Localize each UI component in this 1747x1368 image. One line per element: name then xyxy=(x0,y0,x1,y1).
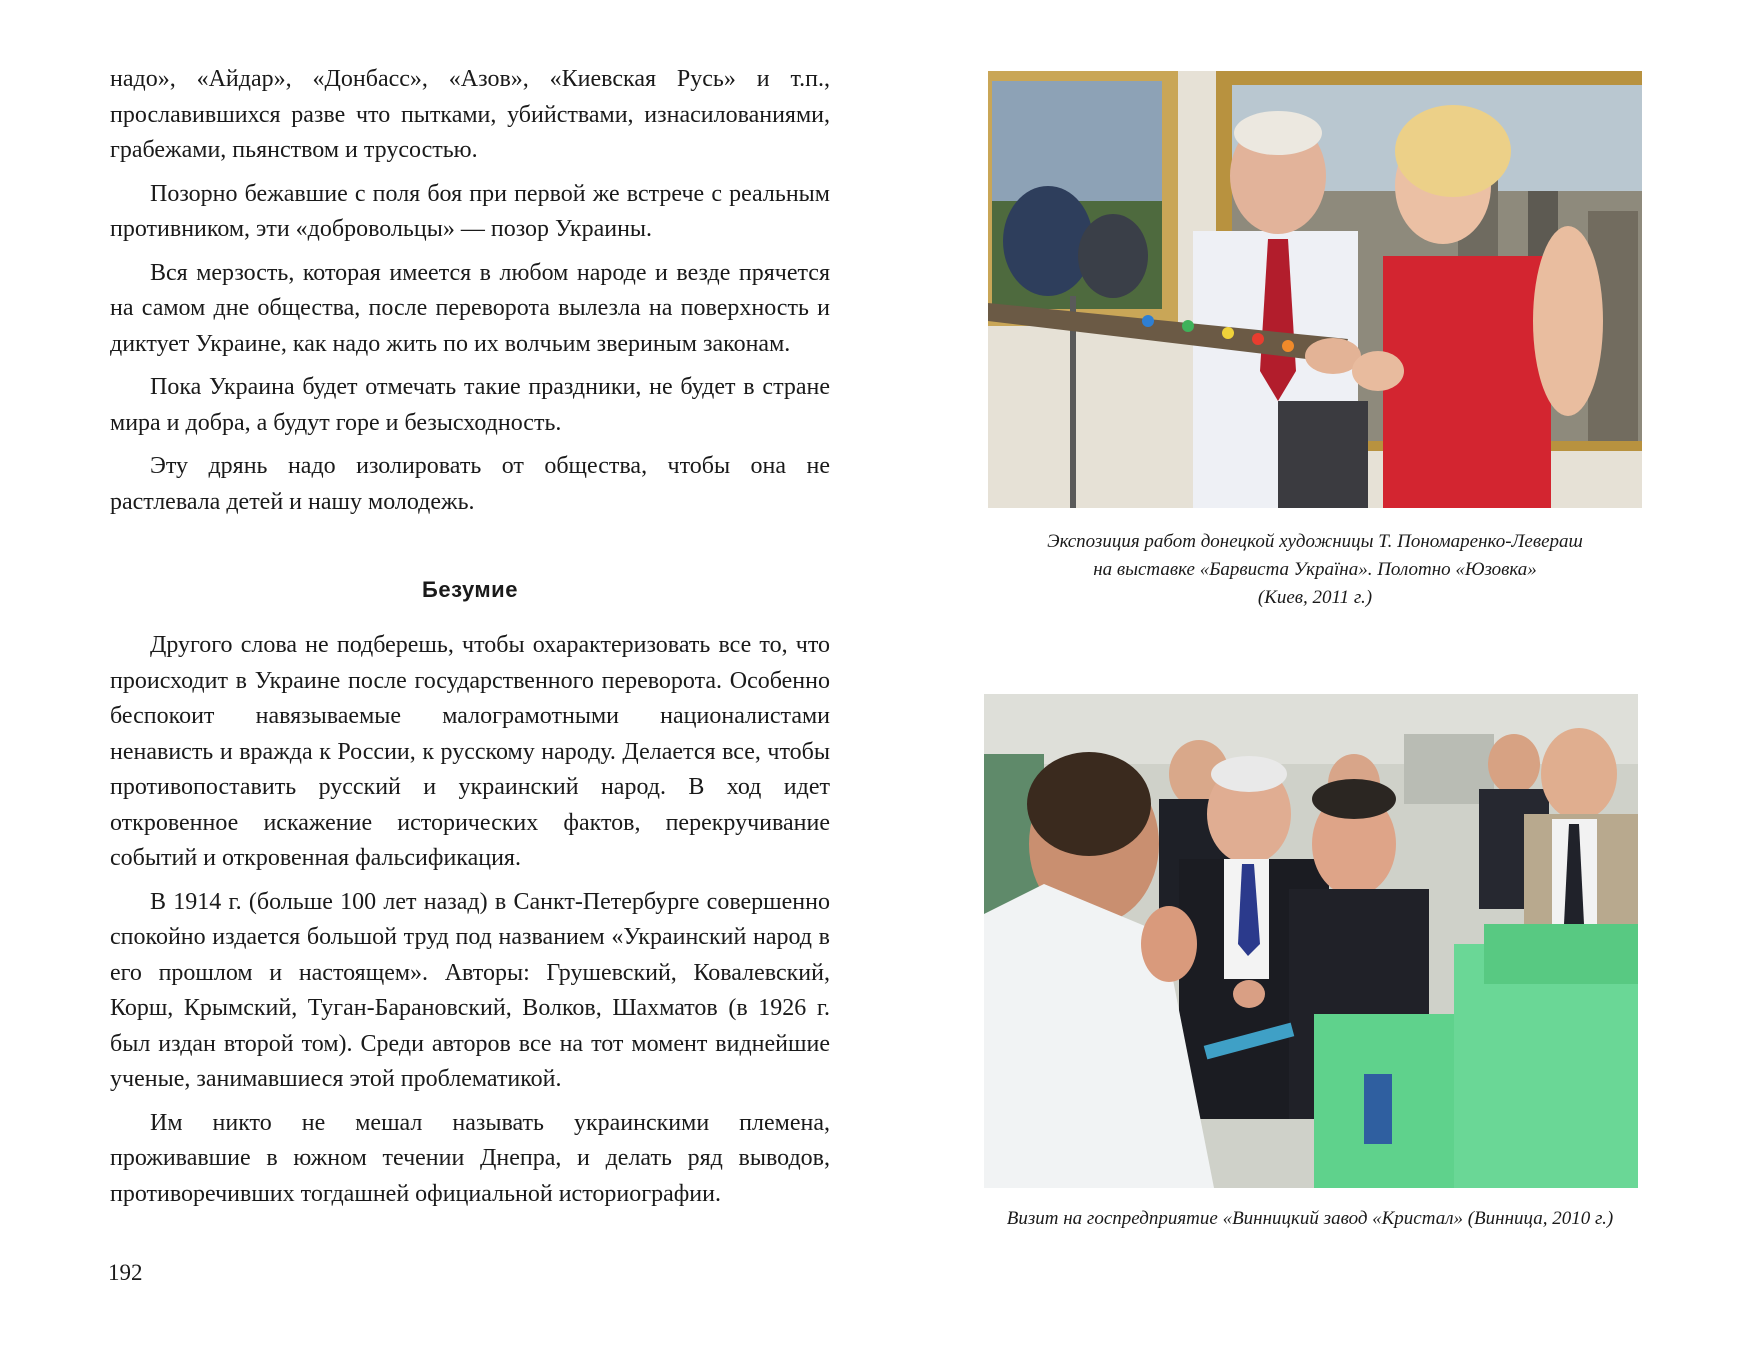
exhibition-caption xyxy=(990,528,1640,612)
factory-visit-photo-illustration xyxy=(984,694,1638,1188)
exhibition-photo xyxy=(988,71,1642,508)
paragraph-3: Вся мерзость, которая имеется в любом народе и везде прячется на самом дне общества, после переворота вылезла на поверхность и диктует Украине, как надо жить по их волчьим звериным законам. xyxy=(110,259,830,357)
paragraph-6: Другого слова не подберешь, чтобы охарактеризовать все то, что происходит в Украине после государственного переворота. Особенно беспокоит навязываемые малограмотными националистами ненависть и вражда к России, к русскому народу. Делается все, чтобы противопоставить русский и украинский народ. В ход идет откровенное искажение исторических фактов, перекручивание событий и откровенная фальсификация. xyxy=(110,632,830,871)
paragraph-2: Позорно бежавшие с поля боя при первой же встрече с реальным противником, эти «добровольцы» — позор Украины. xyxy=(110,180,830,242)
section-heading: Безумие xyxy=(422,577,518,602)
exhibition-photo-illustration xyxy=(988,71,1642,508)
paragraph-7: В 1914 г. (больше 100 лет назад) в Санкт-Петербурге совершенно спокойно издается большой труд под названием «Украинский народ в его прошлом и настоящем». Авторы: Грушевский, Ковалевский, Корш, Крымский, Туган-Барановский, Волков, Шахматов (в 1926 г. был издан второй том). Среди авторов все на тот момент виднейшие ученые, занимавшиеся этой проблематикой. xyxy=(110,888,830,1092)
paragraph-5: Эту дрянь надо изолировать от общества, чтобы она не растлевала детей и нашу молодежь. xyxy=(110,453,830,515)
factory-visit-caption: Визит на госпредприятие «Винницкий завод «Кристал» (Винница, 2010 г.) xyxy=(1006,1208,1614,1229)
page-number: 192 xyxy=(108,1260,143,1285)
exhibition-caption-line-1: Экспозиция работ донецкой художницы Т. Пономаренко-Левераш xyxy=(1047,531,1583,552)
paragraph-4: Пока Украина будет отмечать такие праздники, не будет в стране мира и добра, а будут горе и безысходность. xyxy=(110,374,830,436)
paragraph-8: Им никто не мешал называть украинскими племена, проживавшие в южном течении Днепра, и делать ряд выводов, противоречивших тогдашней официальной историографии. xyxy=(110,1109,830,1207)
factory-visit-photo xyxy=(984,694,1638,1188)
left-page-text-top xyxy=(110,62,830,528)
exhibition-caption-line-3: (Киев, 2011 г.) xyxy=(1257,587,1373,608)
paragraph-1: надо», «Айдар», «Донбасс», «Азов», «Киевская Русь» и т.п., прославившихся разве что пытками, убийствами, изнасилованиями, грабежами, пьянством и трусостью. xyxy=(110,66,830,163)
left-page-text-bottom xyxy=(110,628,830,1220)
exhibition-caption-line-2: на выставке «Барвиста Україна». Полотно «Юзовка» xyxy=(1093,559,1537,580)
